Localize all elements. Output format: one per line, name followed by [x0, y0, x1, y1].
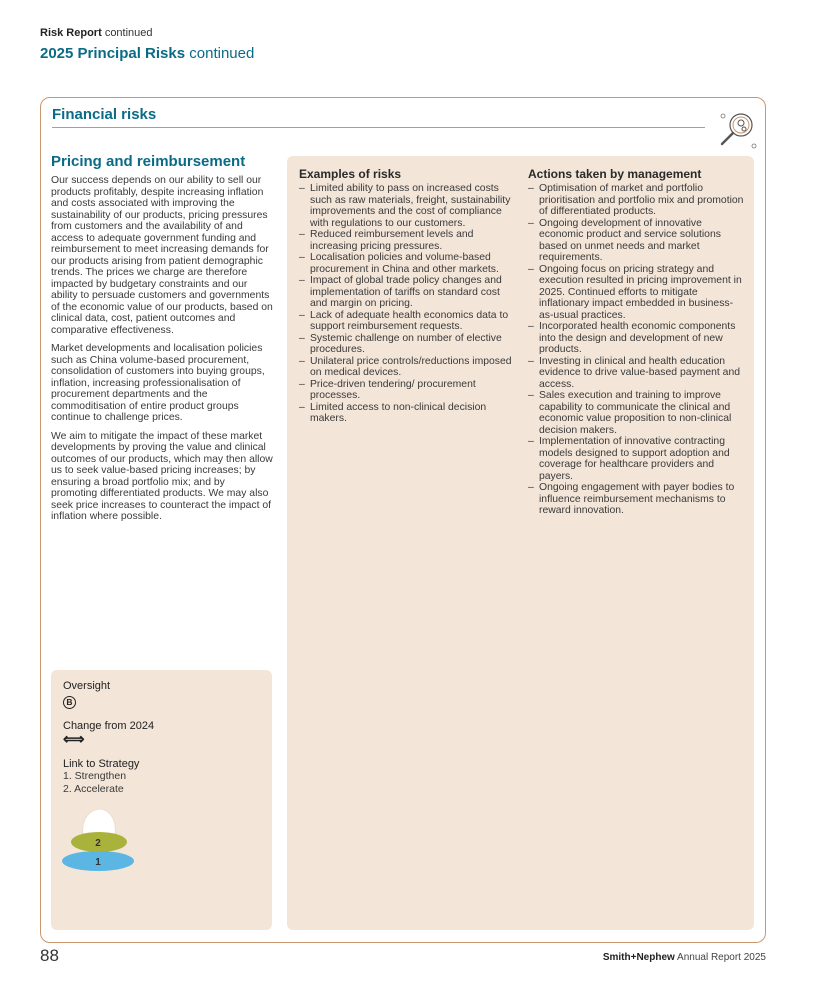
description-paragraph: We aim to mitigate the impact of these market developments by proving the value and clinical outcomes of our products, which may then allow us to seek value-based pricing increases; by ensuring a broad portfolio mix; and by promoting differentiated products. We may also seek price increases to counteract the impact of inflation where possible.: [51, 430, 273, 522]
risk-item: – Lack of adequate health economics data to support reimbursement requests.: [299, 310, 517, 333]
risk-item: – Unilateral price controls/reductions imposed on medical devices.: [299, 356, 517, 379]
report-name: Risk Report: [40, 27, 102, 39]
risk-item: – Systemic challenge on number of elective procedures.: [299, 333, 517, 356]
action-item: – Sales execution and training to improve capability to communicate the clinical and economic value proposition to non-clinical decision makers.: [528, 390, 744, 436]
brand-name: Smith+Nephew: [602, 952, 675, 963]
strategy-item: 1. Strengthen: [63, 770, 127, 782]
report-continued: continued: [104, 27, 153, 39]
action-item: – Ongoing engagement with payer bodies to influence reimbursement mechanisms to reward innovation.: [528, 482, 744, 517]
change-label: Change from 2024: [63, 720, 155, 732]
risk-description: [51, 153, 273, 530]
action-item: – Implementation of innovative contracting models designed to support adoption and coverage for healthcare providers and payers.: [528, 436, 744, 482]
report-label: Annual Report 2025: [677, 952, 766, 963]
page-number: 88: [40, 946, 59, 965]
strategy-group: [63, 758, 260, 796]
oversight-badge: B: [63, 696, 76, 709]
risk-title: Pricing and reimbursement: [51, 153, 246, 170]
action-item: – Ongoing development of innovative economic product and service solutions based on unmet needs and market requirements.: [528, 218, 744, 264]
footer-brand: [603, 952, 766, 963]
risk-details-panel: [287, 156, 754, 930]
change-group: [63, 720, 260, 748]
page-title-bold: 2025 Principal Risks: [40, 45, 186, 62]
oversight-panel: [51, 670, 272, 930]
description-paragraph: Our success depends on our ability to sell our products profitably, despite increasing inflation and costs associated with improving the sustainability of our products, pricing pressures from customers and the availability of and access to adequate government funding and reimbursement to meet increasing demands for our products arising from patient demographic trends. The prices we charge are therefore impacted by budgetary constraints and our ability to persuade customers and governments of the economic value of our products, based on clinical data, cost, patient outcomes and comparative effectiveness.: [51, 175, 273, 336]
actions-title: Actions taken by management: [528, 167, 702, 181]
strategy-stones-icon: [61, 807, 137, 875]
risks-title: Examples of risks: [299, 167, 402, 181]
risk-item: – Impact of global trade policy changes and implementation of tariffs on standard cost and margin on pricing.: [299, 275, 517, 310]
left-right-arrow-icon: ⟺: [63, 731, 85, 748]
oversight-label: Oversight: [63, 680, 111, 692]
action-item: – Ongoing focus on pricing strategy and execution resulted in pricing improvement in 2025. Continued efforts to mitigate inflationary impact embedded in business-as-usual practices.: [528, 264, 744, 322]
oversight-group: [63, 680, 260, 710]
risk-item: – Localisation policies and volume-based procurement in China and other markets.: [299, 252, 517, 275]
risks-list: [299, 183, 517, 425]
action-item: – Optimisation of market and portfolio prioritisation and portfolio mix and promotion of differentiated products.: [528, 183, 744, 218]
strategy-label: Link to Strategy: [63, 758, 140, 770]
stone-label-2: 2: [95, 838, 101, 849]
actions-taken: [528, 167, 744, 517]
page-title: [40, 45, 254, 62]
action-item: – Incorporated health economic components into the design and development of new products.: [528, 321, 744, 356]
risk-item: – Limited ability to pass on increased costs such as raw materials, freight, sustainability improvements and the cost of compliance with regulations to our customers.: [299, 183, 517, 229]
report-breadcrumb: [40, 27, 254, 39]
risk-item: – Reduced reimbursement levels and increasing pricing pressures.: [299, 229, 517, 252]
magnifier-gears-icon: [715, 108, 759, 152]
description-paragraph: Market developments and localisation policies such as China volume-based procurement, consolidation of customers into buying groups, inflation, increasing professionalisation of procurement departments and the commoditisation of entire product groups continue to challenge prices.: [51, 343, 265, 423]
stone-top: [83, 809, 116, 835]
risk-item: – Price-driven tendering/ procurement processes.: [299, 379, 517, 402]
actions-list: [528, 183, 744, 517]
title-divider: [52, 127, 705, 128]
action-item: – Investing in clinical and health education evidence to drive value-based payment and access.: [528, 356, 744, 391]
examples-of-risks: [299, 167, 517, 425]
risk-category-title: Financial risks: [52, 106, 157, 123]
page-header: [40, 27, 254, 62]
stone-label-1: 1: [95, 857, 101, 868]
strategy-item: 2. Accelerate: [63, 783, 124, 795]
risk-item: – Limited access to non-clinical decision makers.: [299, 402, 517, 425]
page-title-continued: continued: [189, 45, 255, 62]
